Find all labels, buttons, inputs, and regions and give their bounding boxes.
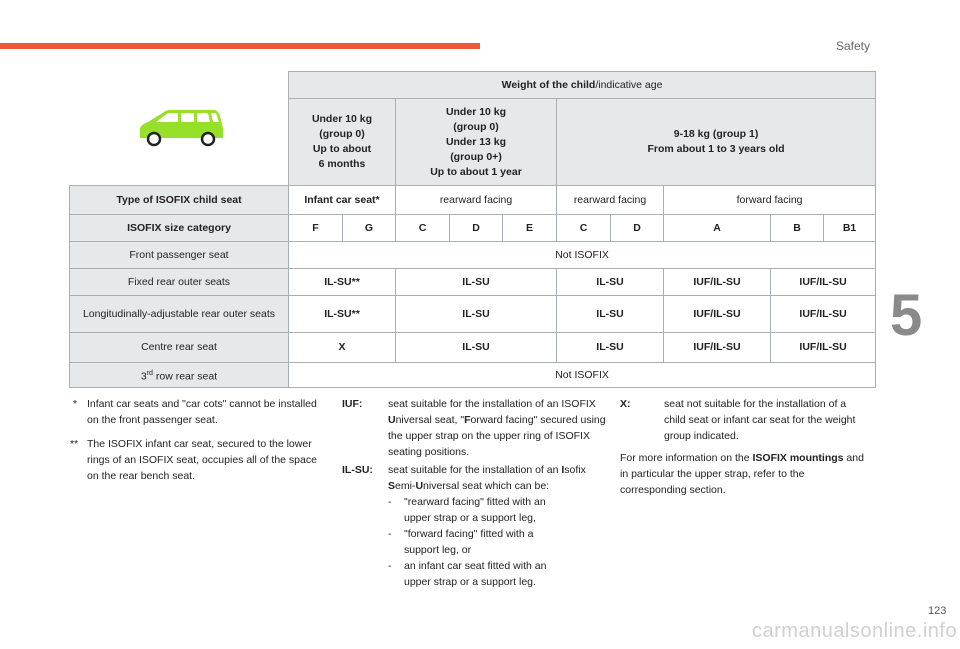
page-number: 123: [928, 605, 947, 617]
type-infant: Infant car seat*: [289, 186, 396, 215]
row-cell: IUF/IL-SU: [664, 296, 771, 333]
size-cell: G: [343, 215, 396, 242]
header-accent-bar: [0, 43, 480, 49]
row-span: Not ISOFIX: [289, 363, 876, 388]
size-cell: C: [396, 215, 450, 242]
list-item: - an infant car seat fitted with an upper strap or a support leg.: [388, 560, 547, 588]
legend-iuf: IUF: seat suitable for the installation of an ISOFIX Universal seat, "Forward facing" secured using the upper strap on the upper ring of ISOFIX seating positions.: [342, 398, 606, 458]
row-cell: X: [289, 333, 396, 363]
size-cell: E: [503, 215, 557, 242]
row-cell: IUF/IL-SU: [771, 296, 876, 333]
row-cell: IL-SU: [557, 269, 664, 296]
row-cell: IL-SU: [396, 296, 557, 333]
type-rearward-0: rearward facing: [396, 186, 557, 215]
group-0-header: Under 10 kg (group 0) Up to about 6 months: [289, 99, 396, 186]
row-label: Centre rear seat: [70, 333, 289, 363]
size-cell: A: [664, 215, 771, 242]
size-cell: C: [557, 215, 611, 242]
row-cell: IUF/IL-SU: [771, 333, 876, 363]
row-label: Longitudinally-adjustable rear outer seats: [70, 296, 289, 333]
section-title: Safety: [836, 39, 871, 53]
legend-ilsu: IL-SU: seat suitable for the installation of an Isofix Semi-Universal seat which can be: - "rearward facing" fitted with an upper strap or a support leg, - "forward facing" fitted with a support leg, or - an infant car seat fitted with an upper strap or a support leg.: [342, 464, 586, 588]
list-item: - "rearward facing" fitted with an upper strap or a support leg,: [388, 496, 546, 524]
row-cell: IL-SU: [396, 269, 557, 296]
legend-x-more: [620, 396, 870, 498]
type-label: Type of ISOFIX child seat: [70, 186, 289, 215]
footnotes: [70, 396, 323, 484]
list-item: - "forward facing" fitted with a support leg, or: [388, 528, 534, 556]
group-0plus-header: Under 10 kg (group 0) Under 13 kg (group 0+) Up to about 1 year: [396, 99, 557, 186]
size-label: ISOFIX size category: [70, 215, 289, 242]
size-cell: B1: [824, 215, 876, 242]
more-info: For more information on the ISOFIX mountings and in particular the upper strap, refer to the corresponding section.: [620, 452, 864, 496]
car-icon: [138, 108, 224, 148]
row-label: Fixed rear outer seats: [70, 269, 289, 296]
size-cell: D: [611, 215, 664, 242]
row-cell: IL-SU**: [289, 269, 396, 296]
type-forward: forward facing: [664, 186, 876, 215]
row-cell: IL-SU**: [289, 296, 396, 333]
row-cell: IUF/IL-SU: [664, 333, 771, 363]
legend-x: X: seat not suitable for the installation of a child seat or infant car seat for the weight group indicated.: [620, 398, 856, 442]
size-cell: B: [771, 215, 824, 242]
footnote-star: * Infant car seats and "car cots" cannot be installed on the front passenger seat.: [73, 398, 317, 426]
legend-iuf-ilsu: [342, 396, 607, 590]
chapter-number: 5: [890, 283, 923, 348]
row-cell: IL-SU: [557, 296, 664, 333]
row-label: 3rd row rear seat: [70, 363, 289, 388]
weight-header: Weight of the child/indicative age: [289, 72, 876, 99]
footnote-double-star: ** The ISOFIX infant car seat, secured to the lower rings of an ISOFIX seat, occupies all of the space on the rear bench seat.: [70, 438, 317, 482]
row-cell: IL-SU: [557, 333, 664, 363]
row-cell: IUF/IL-SU: [771, 269, 876, 296]
group-1-header: 9-18 kg (group 1) From about 1 to 3 years old: [557, 99, 876, 186]
type-rearward-1: rearward facing: [557, 186, 664, 215]
row-label: Front passenger seat: [70, 242, 289, 269]
row-cell: IL-SU: [396, 333, 557, 363]
watermark: carmanualsonline.info: [752, 620, 958, 642]
size-cell: D: [450, 215, 503, 242]
row-span: Not ISOFIX: [289, 242, 876, 269]
size-cell: F: [289, 215, 343, 242]
row-cell: IUF/IL-SU: [664, 269, 771, 296]
